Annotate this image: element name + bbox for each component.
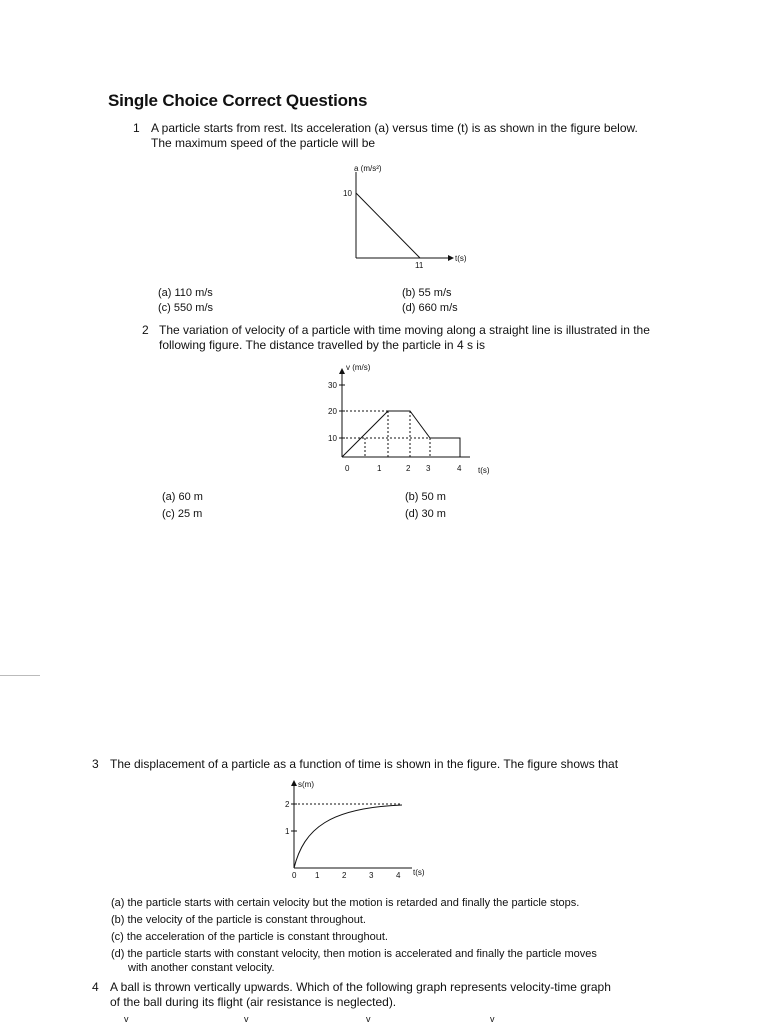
q3-x-tick-1: 1 bbox=[315, 871, 320, 880]
question-2-text-line2: following figure. The distance travelled by the particle in 4 s is bbox=[159, 338, 485, 352]
q2-x-tick-3: 3 bbox=[426, 464, 431, 473]
q2-y-label: v (m/s) bbox=[346, 363, 371, 372]
question-2-option-d: (d) 30 m bbox=[405, 508, 446, 520]
question-4-graph-b-v-label: v bbox=[244, 1014, 249, 1024]
question-2-option-c: (c) 25 m bbox=[162, 508, 203, 520]
question-4-graph-d-v-label: v bbox=[490, 1014, 495, 1024]
question-1-number: 1 bbox=[133, 121, 140, 135]
question-2-number: 2 bbox=[142, 323, 149, 337]
question-4-graph-c-v-label: v bbox=[366, 1014, 371, 1024]
q3-x-tick-4: 4 bbox=[396, 871, 401, 880]
section-heading: Single Choice Correct Questions bbox=[108, 91, 368, 110]
question-1-option-a: (a) 110 m/s bbox=[158, 287, 213, 299]
q1-acceleration-line bbox=[356, 193, 420, 258]
q3-x-label: t(s) bbox=[413, 868, 425, 877]
q2-y-tick-20: 20 bbox=[328, 407, 337, 416]
question-3-number: 3 bbox=[92, 757, 99, 771]
question-1-option-d: (d) 660 m/s bbox=[402, 302, 458, 314]
question-1-text-line1: A particle starts from rest. Its acceleration (a) versus time (t) is as shown in the figure below. bbox=[151, 121, 638, 135]
question-1-figure bbox=[330, 158, 500, 273]
q3-y-tick-1: 1 bbox=[285, 827, 290, 836]
question-1-text-line2: The maximum speed of the particle will be bbox=[151, 136, 376, 150]
q2-y-tick-30: 30 bbox=[328, 381, 337, 390]
q2-velocity-line bbox=[342, 411, 460, 457]
question-1-option-b: (b) 55 m/s bbox=[402, 287, 452, 299]
q3-y-label: s(m) bbox=[298, 780, 314, 789]
question-4-text-line1: A ball is thrown vertically upwards. Which of the following graph represents velocity-time graph bbox=[110, 980, 611, 994]
q2-x-tick-4: 4 bbox=[457, 464, 462, 473]
question-3-text-line1: The displacement of a particle as a function of time is shown in the figure. The figure shows that bbox=[110, 757, 619, 771]
question-3-figure bbox=[280, 778, 440, 883]
question-4-text-line2: of the ball during its flight (air resistance is neglected). bbox=[110, 995, 397, 1009]
question-3-option-b: (b) the velocity of the particle is constant throughout. bbox=[111, 914, 366, 926]
q3-x-tick-3: 3 bbox=[369, 871, 374, 880]
q1-x-tick: 11 bbox=[415, 261, 424, 270]
question-3-option-c: (c) the acceleration of the particle is constant throughout. bbox=[111, 931, 388, 943]
q2-x-label: t(s) bbox=[478, 466, 490, 475]
question-4-graph-a-v-label: v bbox=[124, 1014, 129, 1024]
question-2-option-b: (b) 50 m bbox=[405, 491, 446, 503]
page-divider bbox=[0, 675, 40, 676]
question-2-text-line1: The variation of velocity of a particle with time moving along a straight line is illustrated in the bbox=[159, 323, 650, 337]
q1-y-label: a (m/s²) bbox=[354, 164, 382, 173]
q3-displacement-curve bbox=[294, 805, 402, 868]
q3-x-tick-2: 2 bbox=[342, 871, 347, 880]
question-2-figure bbox=[320, 362, 500, 477]
question-2-option-a: (a) 60 m bbox=[162, 491, 203, 503]
q1-x-label: t(s) bbox=[455, 254, 467, 263]
question-1-option-c: (c) 550 m/s bbox=[158, 302, 214, 314]
q2-x-tick-2: 2 bbox=[406, 464, 411, 473]
q3-y-tick-2: 2 bbox=[285, 800, 290, 809]
q2-x-tick-1: 1 bbox=[377, 464, 382, 473]
q3-x-tick-0: 0 bbox=[292, 871, 297, 880]
q2-y-tick-10: 10 bbox=[328, 434, 337, 443]
q2-x-tick-0: 0 bbox=[345, 464, 350, 473]
question-4-number: 4 bbox=[92, 980, 99, 994]
q1-y-tick: 10 bbox=[343, 189, 352, 198]
question-3-option-d-line1: (d) the particle starts with constant velocity, then motion is accelerated and finally the particle moves bbox=[111, 948, 597, 960]
question-3-option-a: (a) the particle starts with certain velocity but the motion is retarded and finally the particle stops. bbox=[111, 897, 580, 909]
question-3-option-d-line2: with another constant velocity. bbox=[128, 962, 275, 974]
